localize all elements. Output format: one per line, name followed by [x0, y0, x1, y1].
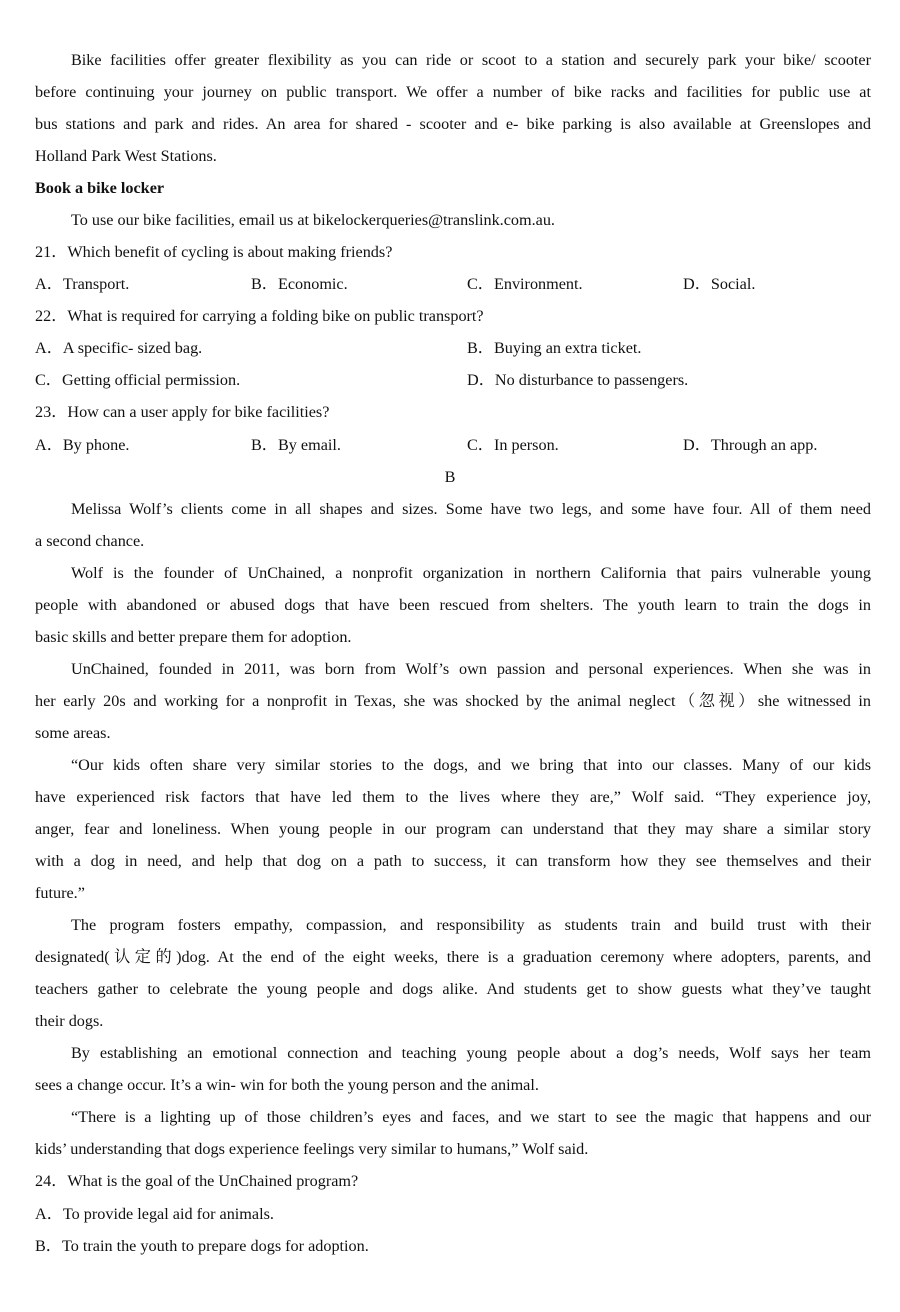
answer-option: D．No disturbance to passengers. [467, 371, 689, 389]
answer-option: D．Through an app. [683, 436, 818, 454]
question-stem: 22．What is required for carrying a folding bike on public transport? [35, 307, 484, 325]
paragraph-line: UnChained, founded in 2011, was born from Wolf’s own passion and personal experiences. When she was in [71, 660, 871, 678]
answer-option: B．By email. [251, 436, 341, 454]
paragraph-line: designated(认定的)dog. At the end of the eight weeks, there is a graduation ceremony where adopters, parents, and [35, 948, 871, 966]
paragraph-line: future.” [35, 884, 85, 902]
paragraph-line: “Our kids often share very similar stories to the dogs, and we bring that into our classes. Many of our kids [71, 756, 871, 774]
paragraph-line: To use our bike facilities, email us at bikelockerqueries@translink.com.au. [71, 211, 555, 229]
answer-option: C．In person. [467, 436, 559, 454]
answer-option: A．Transport. [35, 275, 130, 293]
answer-option: B．Buying an extra ticket. [467, 339, 642, 357]
answer-option: C．Getting official permission. [35, 371, 241, 389]
paragraph-line: bus stations and park and rides. An area for shared - scooter and e- bike parking is also available at Greenslopes and [35, 115, 871, 133]
question-stem: 23．How can a user apply for bike facilities? [35, 403, 330, 421]
answer-option: D．Social. [683, 275, 756, 293]
paragraph-line: Holland Park West Stations. [35, 147, 217, 165]
answer-option: A．A specific- sized bag. [35, 339, 203, 357]
paragraph-line: a second chance. [35, 532, 145, 550]
paragraph-line: anger, fear and loneliness. When young people in our program can understand that they may share a similar story [35, 820, 871, 838]
answer-option: C．Environment. [467, 275, 583, 293]
paragraph-line: Wolf is the founder of UnChained, a nonprofit organization in northern California that pairs vulnerable young [71, 564, 871, 582]
paragraph-line: basic skills and better prepare them for adoption. [35, 628, 352, 646]
paragraph-line: with a dog in need, and help that dog on a path to success, it can transform how they see themselves and their [35, 852, 871, 870]
paragraph-line: people with abandoned or abused dogs that have been rescued from shelters. The youth learn to train the dogs in [35, 596, 871, 614]
paragraph-line: teachers gather to celebrate the young people and dogs alike. And students get to show guests what they’ve taught [35, 980, 871, 998]
paragraph-line: before continuing your journey on public transport. We offer a number of bike racks and facilities for public use at [35, 83, 871, 101]
paragraph-line: their dogs. [35, 1012, 104, 1030]
section-label: B [444, 468, 456, 486]
paragraph-line: Melissa Wolf’s clients come in all shapes and sizes. Some have two legs, and some have four. All of them need [71, 500, 871, 518]
answer-option: A．To provide legal aid for animals. [35, 1205, 274, 1223]
paragraph-line: The program fosters empathy, compassion, and responsibility as students train and build trust with their [71, 916, 871, 934]
question-stem: 24．What is the goal of the UnChained program? [35, 1172, 359, 1190]
answer-option: B．Economic. [251, 275, 348, 293]
paragraph-line: have experienced risk factors that have led them to the lives where they are,” Wolf said. “They experience joy, [35, 788, 871, 806]
paragraph-line: kids’ understanding that dogs experience feelings very similar to humans,” Wolf said. [35, 1140, 589, 1158]
paragraph-line: her early 20s and working for a nonprofit in Texas, she was shocked by the animal neglect（忽视）she witnessed in [35, 692, 871, 710]
answer-option: A．By phone. [35, 436, 130, 454]
paragraph-line: some areas. [35, 724, 111, 742]
paragraph-line: Bike facilities offer greater flexibility as you can ride or scoot to a station and securely park your bike/ scooter [71, 51, 871, 69]
paragraph-line: “There is a lighting up of those children’s eyes and faces, and we start to see the magic that happens and our [71, 1108, 871, 1126]
paragraph-line: sees a change occur. It’s a win- win for both the young person and the animal. [35, 1076, 539, 1094]
section-heading: Book a bike locker [35, 179, 165, 197]
answer-option: B．To train the youth to prepare dogs for adoption. [35, 1237, 369, 1255]
paragraph-line: By establishing an emotional connection and teaching young people about a dog’s needs, Wolf says her team [71, 1044, 871, 1062]
question-stem: 21．Which benefit of cycling is about making friends? [35, 243, 393, 261]
